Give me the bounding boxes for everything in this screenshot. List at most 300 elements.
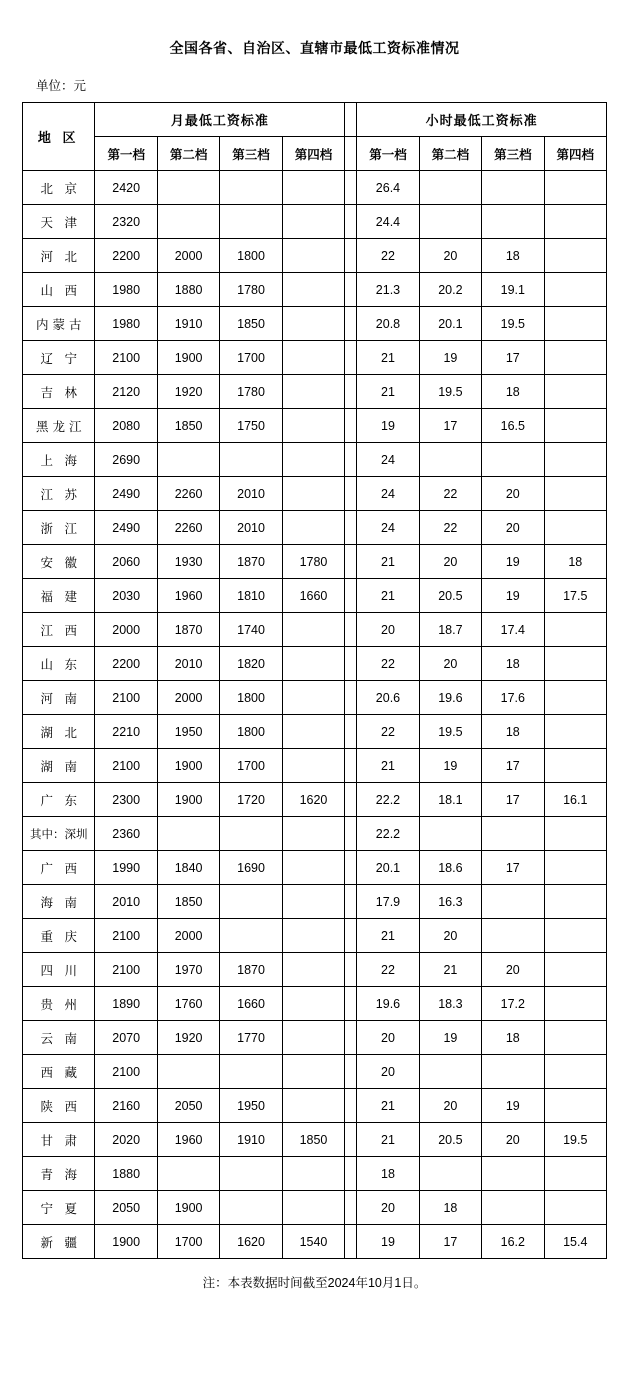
cell-monthly-tier-4 (282, 273, 344, 307)
cell-hourly-tier-4 (544, 851, 606, 885)
cell-hourly-tier-4 (544, 681, 606, 715)
cell-hourly-tier-3: 17 (482, 341, 544, 375)
cell-monthly-tier-4 (282, 817, 344, 851)
cell-hourly-tier-4 (544, 171, 606, 205)
cell-monthly-tier-3: 1770 (220, 1021, 282, 1055)
row-spacer (345, 681, 357, 715)
cell-monthly-tier-1: 2100 (95, 681, 157, 715)
cell-monthly-tier-4 (282, 1055, 344, 1089)
cell-hourly-tier-2 (419, 171, 481, 205)
cell-monthly-tier-1: 2320 (95, 205, 157, 239)
cell-hourly-tier-3: 19 (482, 1089, 544, 1123)
cell-monthly-tier-4 (282, 715, 344, 749)
row-spacer (345, 409, 357, 443)
cell-monthly-tier-2: 1960 (157, 1123, 219, 1157)
cell-monthly-tier-3: 1620 (220, 1225, 282, 1259)
cell-hourly-tier-3: 20 (482, 1123, 544, 1157)
row-spacer (345, 919, 357, 953)
row-region-label: 云 南 (23, 1021, 95, 1055)
cell-hourly-tier-1: 21 (357, 545, 419, 579)
cell-hourly-tier-3: 19.5 (482, 307, 544, 341)
cell-monthly-tier-3 (220, 885, 282, 919)
row-spacer (345, 579, 357, 613)
table-row (23, 1123, 607, 1157)
row-region-label: 黑龙江 (23, 409, 95, 443)
cell-monthly-tier-3: 1810 (220, 579, 282, 613)
table-row (23, 613, 607, 647)
cell-hourly-tier-3: 19 (482, 545, 544, 579)
unit-label: 单位：元 (36, 79, 87, 93)
minimum-wage-table (22, 102, 607, 1259)
page-title: 全国各省、自治区、直辖市最低工资标准情况 (169, 40, 460, 56)
cell-hourly-tier-4: 16.1 (544, 783, 606, 817)
cell-monthly-tier-4 (282, 341, 344, 375)
cell-hourly-tier-1: 21 (357, 749, 419, 783)
cell-monthly-tier-3 (220, 443, 282, 477)
cell-hourly-tier-4: 18 (544, 545, 606, 579)
cell-monthly-tier-2: 1900 (157, 749, 219, 783)
cell-hourly-tier-3: 20 (482, 511, 544, 545)
cell-monthly-tier-2: 1960 (157, 579, 219, 613)
table-row (23, 171, 607, 205)
table-row (23, 545, 607, 579)
row-region-label: 海 南 (23, 885, 95, 919)
row-spacer (345, 1157, 357, 1191)
cell-hourly-tier-2: 18.3 (419, 987, 481, 1021)
table-row (23, 987, 607, 1021)
cell-hourly-tier-3: 16.5 (482, 409, 544, 443)
column-spacer (345, 103, 357, 137)
cell-monthly-tier-2: 1920 (157, 375, 219, 409)
row-spacer (345, 783, 357, 817)
row-region-label: 河 北 (23, 239, 95, 273)
table-row (23, 341, 607, 375)
cell-hourly-tier-1: 22 (357, 647, 419, 681)
cell-hourly-tier-3: 17 (482, 783, 544, 817)
cell-monthly-tier-3: 1740 (220, 613, 282, 647)
table-row (23, 953, 607, 987)
cell-hourly-tier-1: 19 (357, 1225, 419, 1259)
column-header-hourly-tier-2: 第二档 (419, 137, 481, 171)
cell-monthly-tier-1: 2200 (95, 239, 157, 273)
column-spacer (345, 137, 357, 171)
cell-hourly-tier-1: 22.2 (357, 817, 419, 851)
row-region-label: 江 西 (23, 613, 95, 647)
row-spacer (345, 443, 357, 477)
row-spacer (345, 987, 357, 1021)
cell-hourly-tier-1: 21 (357, 341, 419, 375)
table-header-groups (23, 103, 607, 137)
cell-monthly-tier-2: 1870 (157, 613, 219, 647)
cell-hourly-tier-2: 20.2 (419, 273, 481, 307)
cell-hourly-tier-2: 22 (419, 477, 481, 511)
cell-hourly-tier-2: 21 (419, 953, 481, 987)
cell-monthly-tier-4 (282, 919, 344, 953)
row-region-label: 湖 南 (23, 749, 95, 783)
cell-hourly-tier-3 (482, 205, 544, 239)
cell-monthly-tier-3: 1700 (220, 749, 282, 783)
cell-monthly-tier-2 (157, 205, 219, 239)
cell-hourly-tier-4 (544, 341, 606, 375)
table-row (23, 749, 607, 783)
column-header-hourly-tier-3: 第三档 (482, 137, 544, 171)
cell-hourly-tier-2: 18 (419, 1191, 481, 1225)
cell-monthly-tier-4 (282, 681, 344, 715)
row-spacer (345, 545, 357, 579)
cell-hourly-tier-4 (544, 647, 606, 681)
cell-hourly-tier-1: 24 (357, 511, 419, 545)
cell-monthly-tier-1: 2080 (95, 409, 157, 443)
table-row (23, 205, 607, 239)
cell-hourly-tier-1: 20 (357, 1055, 419, 1089)
column-group-hourly: 小时最低工资标准 (357, 103, 607, 137)
row-region-label: 安 徽 (23, 545, 95, 579)
row-spacer (345, 307, 357, 341)
cell-monthly-tier-3: 1800 (220, 681, 282, 715)
cell-hourly-tier-1: 20.1 (357, 851, 419, 885)
cell-hourly-tier-2: 19 (419, 341, 481, 375)
cell-monthly-tier-2: 2000 (157, 919, 219, 953)
row-region-label: 新 疆 (23, 1225, 95, 1259)
row-region-label: 广 东 (23, 783, 95, 817)
cell-monthly-tier-2: 1850 (157, 409, 219, 443)
row-region-label: 吉 林 (23, 375, 95, 409)
cell-hourly-tier-1: 22 (357, 715, 419, 749)
cell-hourly-tier-1: 24 (357, 477, 419, 511)
cell-hourly-tier-3: 19 (482, 579, 544, 613)
cell-monthly-tier-1: 2100 (95, 749, 157, 783)
cell-monthly-tier-2: 1970 (157, 953, 219, 987)
cell-hourly-tier-1: 22 (357, 953, 419, 987)
cell-hourly-tier-2: 19.6 (419, 681, 481, 715)
cell-hourly-tier-3 (482, 885, 544, 919)
cell-monthly-tier-1: 2160 (95, 1089, 157, 1123)
cell-monthly-tier-2: 2000 (157, 239, 219, 273)
cell-hourly-tier-2 (419, 1055, 481, 1089)
table-row (23, 885, 607, 919)
cell-hourly-tier-4 (544, 987, 606, 1021)
table-row (23, 579, 607, 613)
table-row (23, 783, 607, 817)
cell-monthly-tier-3: 2010 (220, 511, 282, 545)
table-row (23, 307, 607, 341)
cell-monthly-tier-3: 1870 (220, 545, 282, 579)
cell-monthly-tier-2: 1700 (157, 1225, 219, 1259)
cell-monthly-tier-4 (282, 885, 344, 919)
cell-hourly-tier-2 (419, 817, 481, 851)
table-row (23, 1089, 607, 1123)
cell-monthly-tier-1: 2100 (95, 919, 157, 953)
cell-hourly-tier-4 (544, 375, 606, 409)
table-row (23, 919, 607, 953)
cell-monthly-tier-2: 1900 (157, 341, 219, 375)
row-spacer (345, 375, 357, 409)
cell-hourly-tier-2: 20 (419, 1089, 481, 1123)
table-row (23, 1055, 607, 1089)
cell-monthly-tier-2 (157, 817, 219, 851)
cell-hourly-tier-2: 20 (419, 647, 481, 681)
cell-monthly-tier-4 (282, 205, 344, 239)
row-region-label: 上 海 (23, 443, 95, 477)
cell-hourly-tier-4 (544, 477, 606, 511)
cell-monthly-tier-3: 1690 (220, 851, 282, 885)
cell-hourly-tier-1: 21 (357, 1089, 419, 1123)
cell-hourly-tier-3: 20 (482, 477, 544, 511)
cell-monthly-tier-2: 1910 (157, 307, 219, 341)
cell-monthly-tier-2: 1880 (157, 273, 219, 307)
cell-hourly-tier-1: 21 (357, 1123, 419, 1157)
row-region-label: 宁 夏 (23, 1191, 95, 1225)
cell-monthly-tier-4 (282, 409, 344, 443)
cell-hourly-tier-3: 18 (482, 1021, 544, 1055)
row-region-label: 山 西 (23, 273, 95, 307)
cell-hourly-tier-3 (482, 919, 544, 953)
row-region-label: 广 西 (23, 851, 95, 885)
cell-hourly-tier-2: 19 (419, 1021, 481, 1055)
cell-monthly-tier-2 (157, 1055, 219, 1089)
row-spacer (345, 613, 357, 647)
table-row (23, 409, 607, 443)
cell-monthly-tier-1: 2060 (95, 545, 157, 579)
cell-monthly-tier-1: 2010 (95, 885, 157, 919)
cell-hourly-tier-2: 19 (419, 749, 481, 783)
cell-hourly-tier-2: 22 (419, 511, 481, 545)
document-page (0, 38, 629, 1386)
cell-monthly-tier-1: 2120 (95, 375, 157, 409)
table-note: 注：本表数据时间截至2024年10月1日。 (202, 1276, 427, 1290)
cell-hourly-tier-3 (482, 1191, 544, 1225)
column-header-hourly-tier-1: 第一档 (357, 137, 419, 171)
row-spacer (345, 273, 357, 307)
cell-hourly-tier-1: 21 (357, 579, 419, 613)
cell-hourly-tier-4: 17.5 (544, 579, 606, 613)
cell-monthly-tier-1: 2070 (95, 1021, 157, 1055)
cell-monthly-tier-1: 2050 (95, 1191, 157, 1225)
cell-monthly-tier-3: 1780 (220, 273, 282, 307)
table-row (23, 477, 607, 511)
cell-hourly-tier-3: 17.2 (482, 987, 544, 1021)
cell-monthly-tier-2: 1850 (157, 885, 219, 919)
row-spacer (345, 885, 357, 919)
cell-monthly-tier-3: 1800 (220, 715, 282, 749)
cell-hourly-tier-2: 18.1 (419, 783, 481, 817)
row-spacer (345, 239, 357, 273)
cell-monthly-tier-3: 1910 (220, 1123, 282, 1157)
cell-monthly-tier-3 (220, 817, 282, 851)
cell-hourly-tier-3 (482, 817, 544, 851)
row-spacer (345, 715, 357, 749)
cell-hourly-tier-3 (482, 1055, 544, 1089)
cell-hourly-tier-2: 20.5 (419, 1123, 481, 1157)
cell-monthly-tier-3: 1870 (220, 953, 282, 987)
cell-monthly-tier-2: 1920 (157, 1021, 219, 1055)
table-row (23, 1157, 607, 1191)
row-region-label: 北 京 (23, 171, 95, 205)
cell-hourly-tier-1: 20.6 (357, 681, 419, 715)
cell-monthly-tier-2: 1930 (157, 545, 219, 579)
column-header-monthly-tier-3: 第三档 (220, 137, 282, 171)
row-region-label: 甘 肃 (23, 1123, 95, 1157)
cell-monthly-tier-2: 2000 (157, 681, 219, 715)
cell-monthly-tier-1: 1900 (95, 1225, 157, 1259)
cell-monthly-tier-1: 1890 (95, 987, 157, 1021)
cell-hourly-tier-2 (419, 205, 481, 239)
cell-monthly-tier-3: 1720 (220, 783, 282, 817)
cell-hourly-tier-4 (544, 409, 606, 443)
row-spacer (345, 1225, 357, 1259)
row-region-label: 西 藏 (23, 1055, 95, 1089)
cell-hourly-tier-1: 21 (357, 919, 419, 953)
cell-monthly-tier-3 (220, 205, 282, 239)
cell-hourly-tier-3: 18 (482, 239, 544, 273)
row-region-label: 青 海 (23, 1157, 95, 1191)
cell-hourly-tier-4 (544, 443, 606, 477)
cell-monthly-tier-2: 1900 (157, 783, 219, 817)
cell-hourly-tier-2: 20 (419, 919, 481, 953)
cell-monthly-tier-4 (282, 987, 344, 1021)
cell-hourly-tier-1: 21.3 (357, 273, 419, 307)
cell-monthly-tier-4 (282, 749, 344, 783)
cell-monthly-tier-3 (220, 171, 282, 205)
cell-monthly-tier-1: 2490 (95, 477, 157, 511)
cell-monthly-tier-4: 1850 (282, 1123, 344, 1157)
row-region-label: 江 苏 (23, 477, 95, 511)
cell-monthly-tier-3: 1750 (220, 409, 282, 443)
row-region-label: 河 南 (23, 681, 95, 715)
row-region-label: 山 东 (23, 647, 95, 681)
cell-monthly-tier-4 (282, 851, 344, 885)
cell-hourly-tier-4 (544, 1191, 606, 1225)
cell-hourly-tier-4 (544, 715, 606, 749)
row-region-label: 重 庆 (23, 919, 95, 953)
cell-hourly-tier-3: 18 (482, 375, 544, 409)
cell-hourly-tier-1: 20 (357, 1021, 419, 1055)
cell-monthly-tier-4: 1620 (282, 783, 344, 817)
table-row (23, 273, 607, 307)
row-region-label: 四 川 (23, 953, 95, 987)
cell-monthly-tier-1: 2690 (95, 443, 157, 477)
cell-monthly-tier-1: 2360 (95, 817, 157, 851)
cell-monthly-tier-2: 2010 (157, 647, 219, 681)
cell-hourly-tier-4 (544, 511, 606, 545)
row-spacer (345, 1055, 357, 1089)
cell-hourly-tier-2: 18.6 (419, 851, 481, 885)
row-spacer (345, 1089, 357, 1123)
cell-hourly-tier-1: 22.2 (357, 783, 419, 817)
cell-monthly-tier-3: 1800 (220, 239, 282, 273)
cell-hourly-tier-1: 18 (357, 1157, 419, 1191)
table-row (23, 443, 607, 477)
cell-monthly-tier-2: 2050 (157, 1089, 219, 1123)
table-body (23, 171, 607, 1259)
cell-monthly-tier-4 (282, 375, 344, 409)
cell-hourly-tier-2: 20 (419, 545, 481, 579)
cell-monthly-tier-1: 2030 (95, 579, 157, 613)
cell-hourly-tier-4 (544, 1055, 606, 1089)
cell-monthly-tier-4: 1540 (282, 1225, 344, 1259)
table-row (23, 1021, 607, 1055)
cell-monthly-tier-4 (282, 953, 344, 987)
row-spacer (345, 341, 357, 375)
row-spacer (345, 1191, 357, 1225)
cell-hourly-tier-4 (544, 817, 606, 851)
column-group-monthly: 月最低工资标准 (95, 103, 345, 137)
cell-monthly-tier-4 (282, 1021, 344, 1055)
cell-monthly-tier-3: 1780 (220, 375, 282, 409)
cell-hourly-tier-1: 19 (357, 409, 419, 443)
table-row (23, 1191, 607, 1225)
cell-monthly-tier-1: 2210 (95, 715, 157, 749)
row-spacer (345, 205, 357, 239)
cell-hourly-tier-4 (544, 1089, 606, 1123)
cell-hourly-tier-2: 20 (419, 239, 481, 273)
cell-monthly-tier-1: 2490 (95, 511, 157, 545)
cell-hourly-tier-4 (544, 307, 606, 341)
cell-hourly-tier-4 (544, 205, 606, 239)
row-spacer (345, 1021, 357, 1055)
column-header-monthly-tier-2: 第二档 (157, 137, 219, 171)
row-region-label: 福 建 (23, 579, 95, 613)
cell-monthly-tier-2: 2260 (157, 511, 219, 545)
row-spacer (345, 851, 357, 885)
cell-monthly-tier-3: 1950 (220, 1089, 282, 1123)
cell-hourly-tier-4 (544, 613, 606, 647)
cell-monthly-tier-4 (282, 1157, 344, 1191)
cell-monthly-tier-1: 2100 (95, 953, 157, 987)
row-region-label: 天 津 (23, 205, 95, 239)
cell-hourly-tier-3: 17.6 (482, 681, 544, 715)
cell-hourly-tier-2: 16.3 (419, 885, 481, 919)
cell-monthly-tier-1: 1980 (95, 307, 157, 341)
row-spacer (345, 817, 357, 851)
row-region-label: 其中：深圳 (23, 817, 95, 851)
row-region-label: 陕 西 (23, 1089, 95, 1123)
cell-hourly-tier-1: 20.8 (357, 307, 419, 341)
cell-hourly-tier-4 (544, 885, 606, 919)
cell-monthly-tier-4: 1660 (282, 579, 344, 613)
cell-monthly-tier-1: 2300 (95, 783, 157, 817)
cell-monthly-tier-2: 1760 (157, 987, 219, 1021)
cell-hourly-tier-3 (482, 171, 544, 205)
cell-monthly-tier-4 (282, 1191, 344, 1225)
cell-hourly-tier-4: 19.5 (544, 1123, 606, 1157)
cell-hourly-tier-1: 21 (357, 375, 419, 409)
row-spacer (345, 511, 357, 545)
cell-hourly-tier-3: 17 (482, 749, 544, 783)
cell-monthly-tier-4 (282, 511, 344, 545)
cell-hourly-tier-3: 20 (482, 953, 544, 987)
cell-hourly-tier-1: 19.6 (357, 987, 419, 1021)
cell-hourly-tier-1: 17.9 (357, 885, 419, 919)
row-spacer (345, 647, 357, 681)
column-header-region: 地 区 (23, 103, 95, 171)
cell-hourly-tier-2 (419, 443, 481, 477)
cell-monthly-tier-3: 2010 (220, 477, 282, 511)
cell-hourly-tier-4 (544, 953, 606, 987)
cell-monthly-tier-2: 1950 (157, 715, 219, 749)
column-header-hourly-tier-4: 第四档 (544, 137, 606, 171)
cell-hourly-tier-3: 18 (482, 715, 544, 749)
cell-monthly-tier-1: 2200 (95, 647, 157, 681)
table-row (23, 715, 607, 749)
cell-monthly-tier-3 (220, 1055, 282, 1089)
row-region-label: 内蒙古 (23, 307, 95, 341)
cell-monthly-tier-1: 2000 (95, 613, 157, 647)
cell-hourly-tier-1: 22 (357, 239, 419, 273)
column-header-monthly-tier-4: 第四档 (282, 137, 344, 171)
cell-monthly-tier-1: 2100 (95, 1055, 157, 1089)
cell-monthly-tier-1: 1990 (95, 851, 157, 885)
